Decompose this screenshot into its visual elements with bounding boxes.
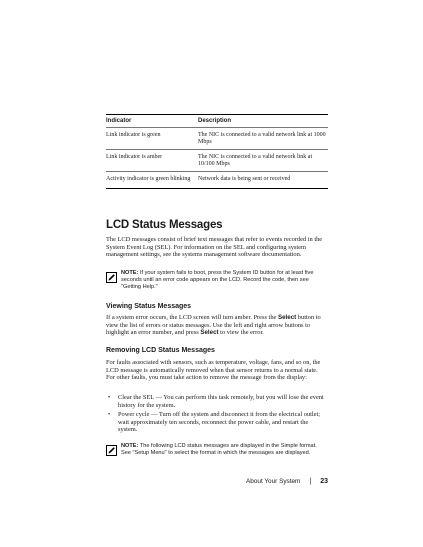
viewing-paragraph (106, 314, 328, 337)
list-item-text: Clear the SEL — You can perform this task remotely, but you will lose the event history for the system. (118, 394, 324, 409)
removing-heading: Removing LCD Status Messages (106, 347, 215, 354)
indicator-table (106, 114, 328, 189)
table-cell: The NIC is connected to a valid network link at 1000 Mbps (198, 132, 326, 145)
page-footer (246, 478, 328, 485)
note-text: If your system fails to boot, press the System ID button for at least five seconds until an error code appears on the LCD. Record the code, then see "Getting Help." (121, 270, 314, 290)
table-header-description: Description (198, 118, 232, 124)
select-button-ref: Select (200, 329, 219, 337)
bullet-icon: • (108, 411, 111, 419)
section-intro (106, 236, 328, 259)
note-boot-failure (106, 270, 328, 291)
note-pencil-icon (106, 270, 117, 281)
table-cell: The NIC is connected to a valid network link at 10/100 Mbps (198, 154, 313, 167)
table-row (106, 172, 328, 186)
note-label: NOTE: (121, 270, 139, 276)
table-cell: Network data is being sent or received (198, 176, 291, 182)
section-title: LCD Status Messages (106, 219, 223, 231)
list-item (106, 411, 328, 434)
removal-options-list (106, 394, 328, 436)
viewing-body (106, 314, 328, 337)
note-pencil-icon (106, 443, 117, 454)
viewing-text-b: button to view the list of errors or status messages. Use the left and right arrow buttons to highlight an error number, and press (106, 314, 321, 337)
footer-separator: | (309, 478, 312, 485)
viewing-text-c: to view the error. (218, 329, 264, 337)
table-header-row (106, 115, 328, 127)
note-simple-format (106, 443, 328, 457)
note-text: The following LCD status messages are displayed in the Simple format. See "Setup Menu" to select the format in which the messages are displayed. (121, 443, 317, 456)
note-label: NOTE: (121, 443, 139, 449)
list-item (106, 394, 328, 409)
page-number: 23 (320, 478, 328, 485)
footer-chapter: About Your System (246, 478, 301, 485)
removing-paragraph: For faults associated with sensors, such as temperature, voltage, fans, and so on, the LCD message is automatically removed when that sensor returns to a normal state. For other faults, you must take action to remove the message from the display: (106, 359, 321, 382)
viewing-text-a: If a system error occurs, the LCD screen will turn amber. Press the (106, 314, 278, 321)
table-row (106, 128, 328, 149)
bullet-icon: • (108, 394, 111, 401)
table-cell: Link indicator is green (106, 132, 161, 138)
list-item-text: Power cycle — Turn off the system and disconnect it from the electrical outlet; wait approximately ten seconds, reconnect the power cable, and restart the system. (118, 411, 321, 434)
select-button-ref: Select (277, 314, 297, 321)
table-cell: Activity indicator is green blinking (106, 176, 191, 182)
intro-paragraph: The LCD messages consist of brief text messages that refer to events recorded in the System Event Log (SEL). For information on the SEL and configuring system management settings, see the systems management software documentation. (106, 236, 323, 259)
table-cell: Link indicator is amber (106, 154, 163, 160)
viewing-heading: Viewing Status Messages (106, 303, 192, 310)
table-row (106, 150, 328, 171)
removing-body (106, 359, 328, 382)
table-header-indicator: Indicator (106, 118, 132, 124)
